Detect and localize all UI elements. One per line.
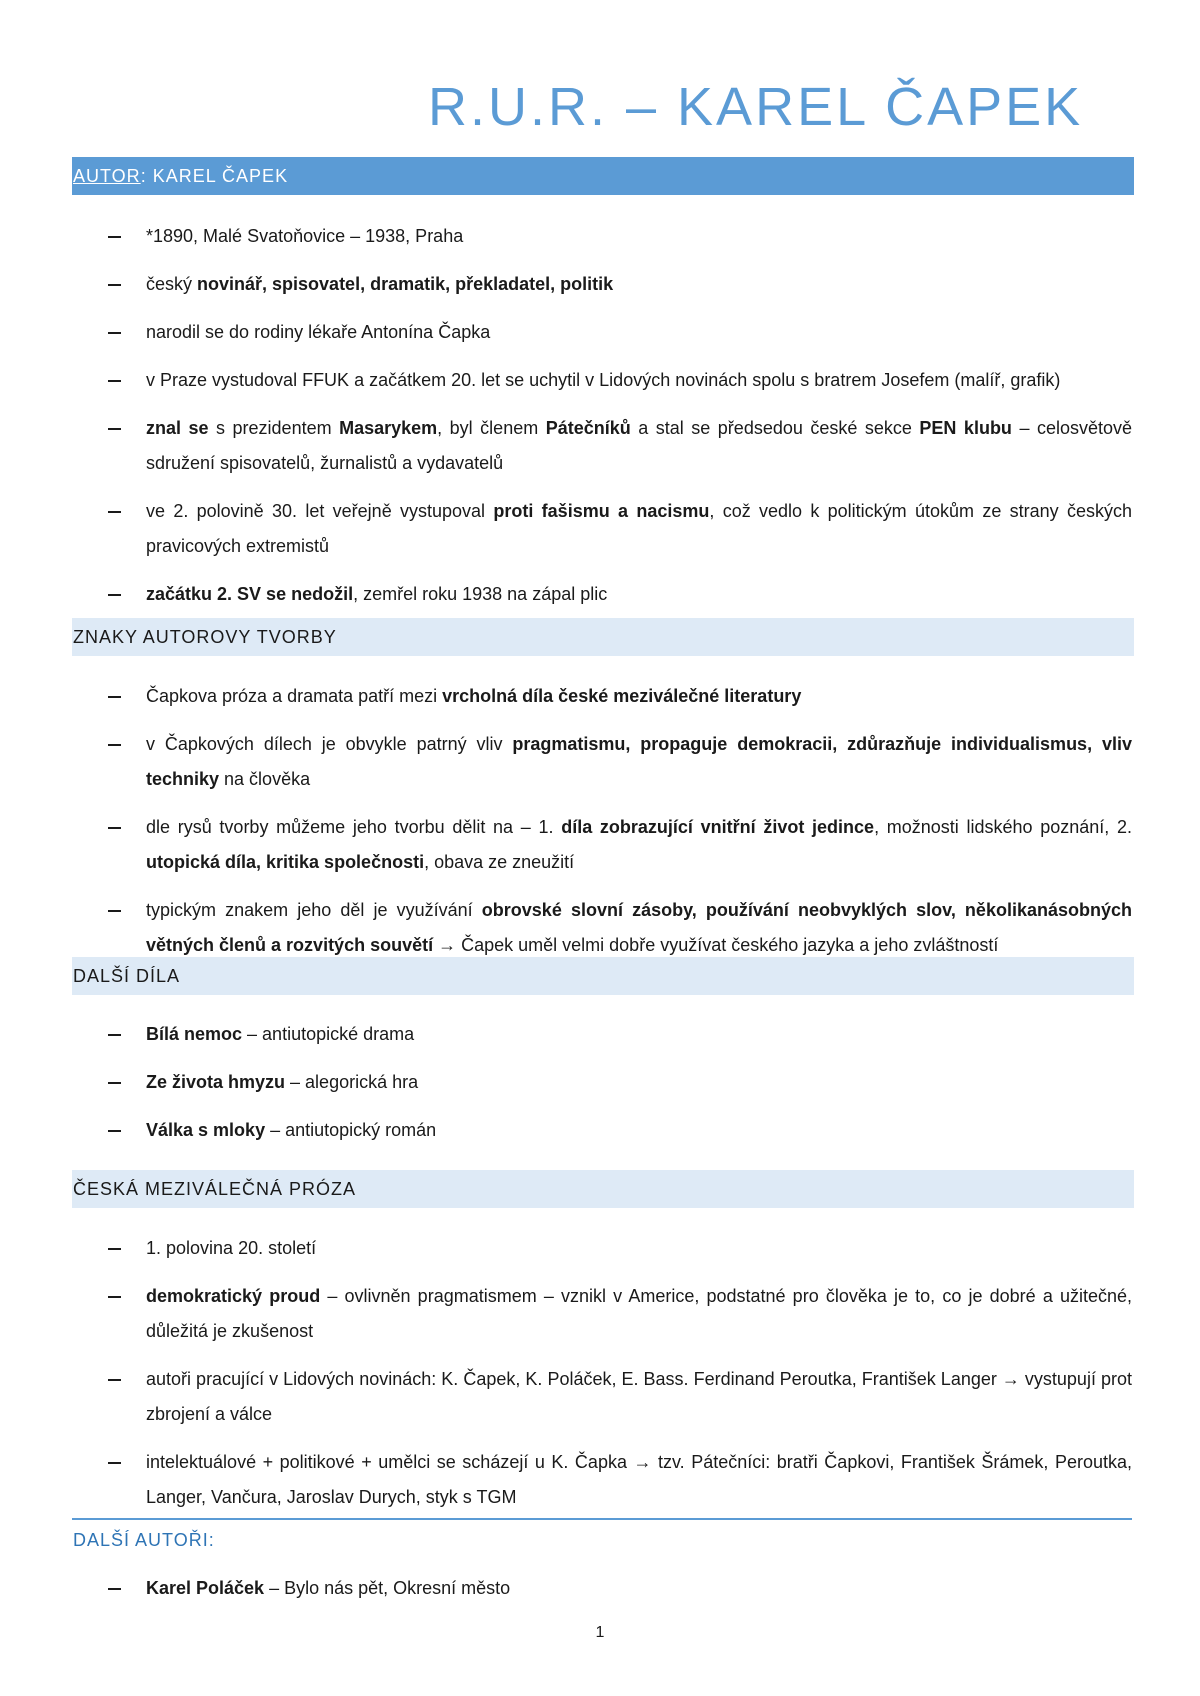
- list-item: [0, 315, 1200, 350]
- text: dle rysů tvorby můžeme jeho tvorbu dělit na – 1.: [146, 817, 562, 837]
- bold-text: znal se: [146, 418, 209, 438]
- text: , byl členem: [437, 418, 546, 438]
- text: *1890, Malé Svatoňovice – 1938, Praha: [146, 226, 464, 246]
- list-item: [0, 1362, 1200, 1432]
- text: 1. polovina 20. století: [146, 1238, 317, 1258]
- bold-text: vrcholná díla české meziválečné literatury: [442, 686, 802, 706]
- text: , zemřel roku 1938 na zápal plic: [353, 584, 608, 604]
- section-heading-dalsi-autori: DALŠÍ AUTOŘI:: [72, 1518, 1132, 1558]
- text: , což vedlo k politickým útokům ze strany českých pravicových extremistů: [146, 501, 1133, 556]
- text: s prezidentem: [208, 418, 340, 438]
- dalsi-dila-list: [0, 1017, 1200, 1161]
- bold-text: utopická díla, kritika společnosti: [146, 852, 425, 872]
- list-item: [0, 727, 1200, 797]
- list-item: [0, 810, 1200, 880]
- bold-text: začátku 2. SV se nedožil: [146, 584, 354, 604]
- list-item: [0, 1571, 1200, 1606]
- list-item: [0, 363, 1200, 398]
- document-title: R.U.R. – KAREL ČAPEK: [428, 77, 1084, 137]
- list-item: [0, 494, 1200, 564]
- autor-list: [0, 219, 1200, 625]
- heading-autor-name: : KAREL ČAPEK: [140, 166, 289, 186]
- bold-text: pragmatismu, propaguje demokracii, zdůrazňuje individualismus, vliv techniky: [146, 734, 1132, 789]
- section-heading-ceska-prozа: ČESKÁ MEZIVÁLEČNÁ PRÓZA: [72, 1170, 1134, 1208]
- text: – Bylo nás pět, Okresní město: [264, 1578, 511, 1598]
- text: ve 2. polovině 30. let veřejně vystupoval: [146, 501, 494, 521]
- section-heading-dalsi-dila: DALŠÍ DÍLA: [72, 957, 1134, 995]
- text: – alegorická hra: [285, 1072, 419, 1092]
- text: typickým znakem jeho děl je využívání: [146, 900, 482, 920]
- text: v Čapkových dílech je obvykle patrný vliv: [146, 734, 513, 754]
- bold-text: obrovské slovní zásoby, používání neobvyklých slov, několikanásobných větných členů a rozvitých souvětí: [146, 900, 1132, 955]
- list-item: [0, 577, 1200, 612]
- list-item: [0, 1445, 1200, 1515]
- ceska-proza-list: [0, 1231, 1200, 1528]
- list-item: [0, 219, 1200, 254]
- text: , možnosti lidského poznání, 2.: [874, 817, 1133, 837]
- text: – ovlivněn pragmatismem – vznikl v Americe, podstatné pro člověka je to, co je dobré a užitečné, důležitá je zkušenost: [146, 1286, 1133, 1341]
- text: – celosvětově sdružení spisovatelů, žurnalistů a vydavatelů: [146, 418, 1133, 473]
- dalsi-autori-list: [0, 1571, 1200, 1619]
- text: narodil se do rodiny lékaře Antonína Čapka: [146, 322, 491, 342]
- list-item: [0, 1231, 1200, 1266]
- list-item: [0, 1065, 1200, 1100]
- list-item: [0, 893, 1200, 963]
- list-item: [0, 1017, 1200, 1052]
- znaky-list: [0, 679, 1200, 976]
- section-heading-znaky: ZNAKY AUTOROVY TVORBY: [72, 618, 1134, 656]
- heading-autor-label: AUTOR: [73, 166, 141, 186]
- page-number: 1: [595, 1624, 605, 1641]
- list-item: [0, 411, 1200, 481]
- text: autoři pracující v Lidových novinách: K. Čapek, K. Poláček, E. Bass. Ferdinand Peroutka, František Langer → vystupují prot zbrojení a válce: [146, 1369, 1132, 1424]
- text: český: [146, 274, 198, 294]
- bold-text: novinář, spisovatel, dramatik, překladatel, politik: [197, 274, 614, 294]
- text: Čapkova próza a dramata patří mezi: [146, 686, 443, 706]
- text: na člověka: [219, 769, 311, 789]
- bold-text: proti fašismu a nacismu: [493, 501, 710, 521]
- bold-text: díla zobrazující vnitřní život jedince: [561, 817, 875, 837]
- list-item: [0, 267, 1200, 302]
- text: – antiutopický román: [265, 1120, 437, 1140]
- bold-text: Válka s mloky: [146, 1120, 266, 1140]
- bold-text: Ze života hmyzu: [146, 1072, 286, 1092]
- text: , obava ze zneužití: [424, 852, 575, 872]
- list-item: [0, 679, 1200, 714]
- text: v Praze vystudoval FFUK a začátkem 20. let se uchytil v Lidových novinách spolu s bratrem Josefem (malíř, grafik): [146, 370, 1061, 390]
- bold-text: demokratický proud: [146, 1286, 321, 1306]
- bold-text: Karel Poláček: [146, 1578, 265, 1598]
- text: – antiutopické drama: [242, 1024, 415, 1044]
- bold-text: Pátečníků: [545, 418, 631, 438]
- text: a stal se předsedou české sekce: [630, 418, 920, 438]
- bold-text: Masarykem: [339, 418, 438, 438]
- list-item: [0, 1279, 1200, 1349]
- text: → Čapek uměl velmi dobře využívat českého jazyka a jeho zvláštností: [433, 935, 999, 955]
- list-item: [0, 1113, 1200, 1148]
- section-heading-autor: [72, 157, 1134, 195]
- text: intelektuálové + politikové + umělci se scházejí u K. Čapka → tzv. Pátečníci: bratři Čapkovi, František Šrámek, Peroutka, Langer, Vančura, Jaroslav Durych, styk s TGM: [146, 1452, 1132, 1507]
- bold-text: Bílá nemoc: [146, 1024, 243, 1044]
- bold-text: PEN klubu: [919, 418, 1012, 438]
